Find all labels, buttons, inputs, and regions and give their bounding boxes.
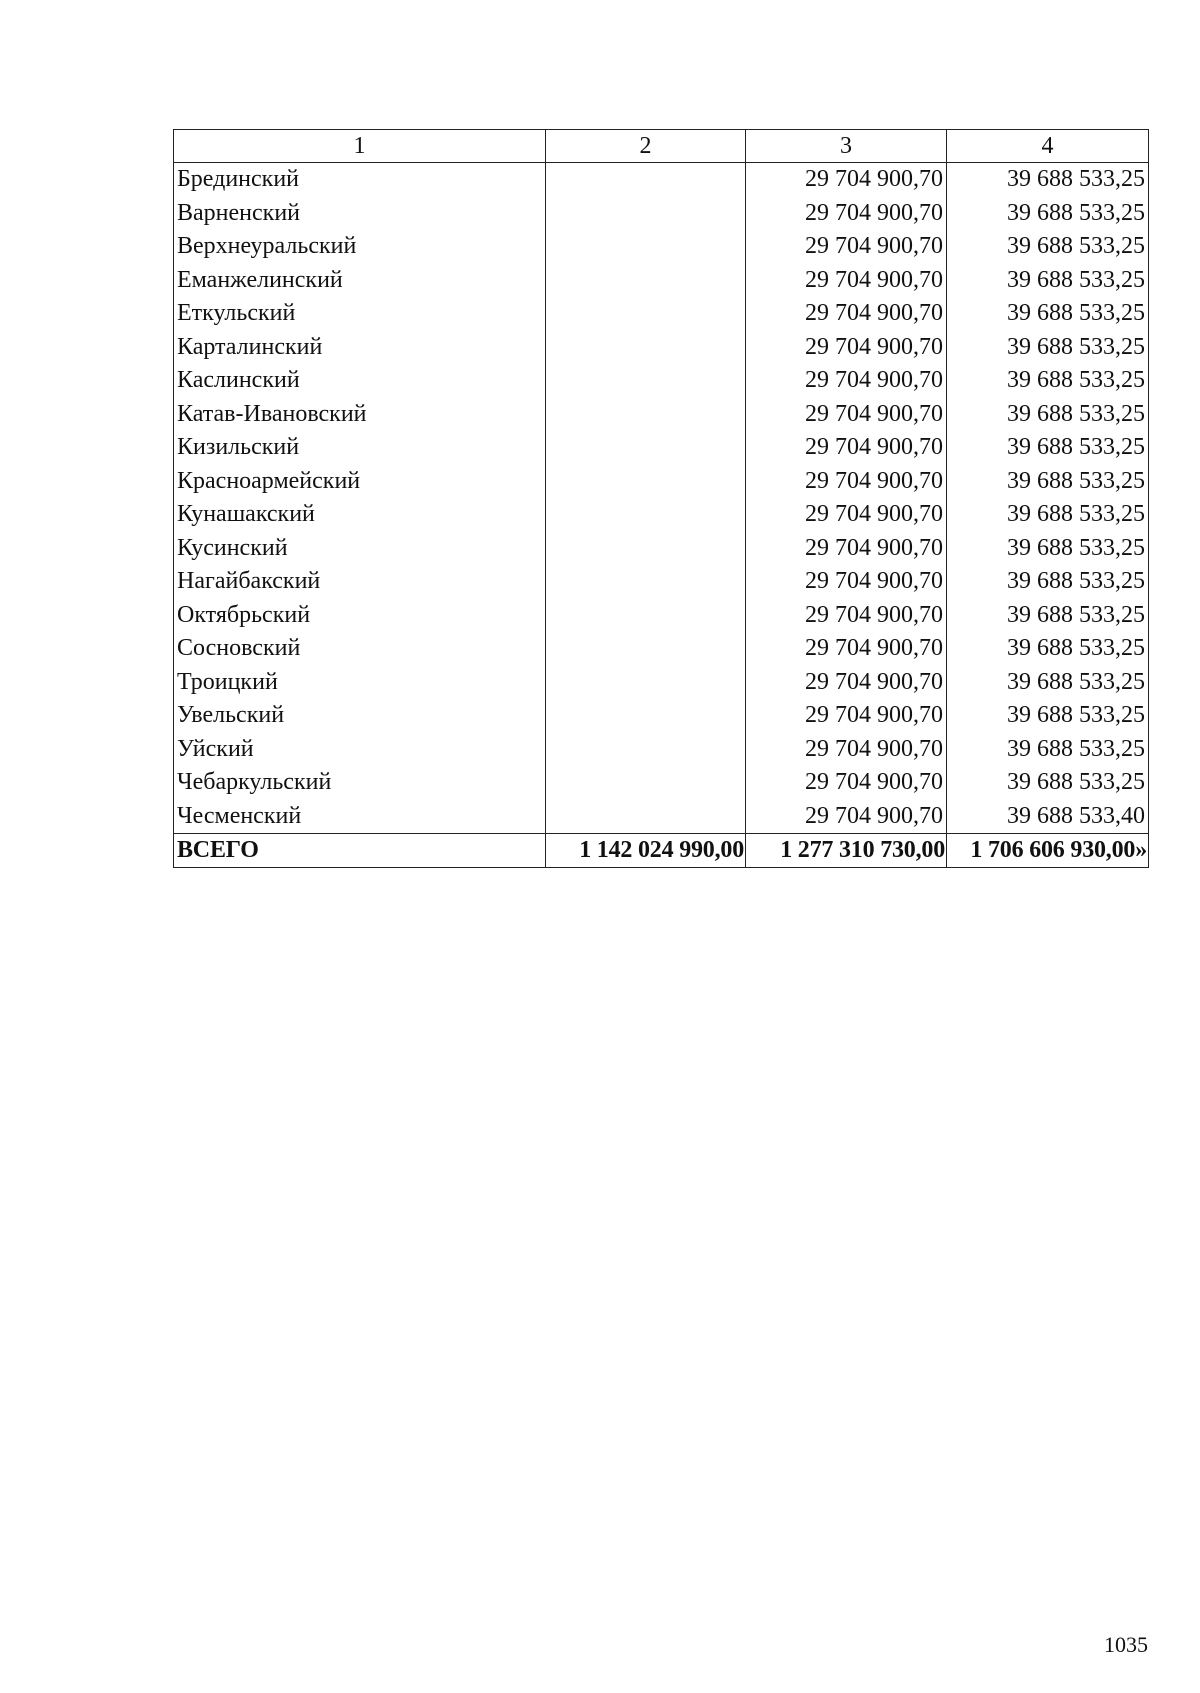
- total-row: [174, 834, 1149, 868]
- header-row: [174, 130, 1149, 163]
- row-col4-cell: 39 688 533,25: [947, 733, 1149, 767]
- row-col3-cell: 29 704 900,70: [746, 498, 947, 532]
- header-col-2: 2: [546, 130, 746, 163]
- row-name-cell: Чесменский: [174, 800, 546, 834]
- row-col4-cell: 39 688 533,25: [947, 297, 1149, 331]
- page-number: 1035: [1104, 1632, 1148, 1657]
- row-col4-cell: 39 688 533,25: [947, 666, 1149, 700]
- table-row: [174, 632, 1149, 666]
- row-col2-cell: [546, 733, 746, 767]
- row-col3-cell: 29 704 900,70: [746, 666, 947, 700]
- row-col3-cell: 29 704 900,70: [746, 331, 947, 365]
- row-col4-cell: 39 688 533,25: [947, 230, 1149, 264]
- table-row: [174, 431, 1149, 465]
- row-name-cell: Варненский: [174, 197, 546, 231]
- table-row: [174, 197, 1149, 231]
- header-col-3: 3: [746, 130, 947, 163]
- row-col2-cell: [546, 197, 746, 231]
- total-col3-cell: 1 277 310 730,00: [746, 834, 947, 868]
- row-name-cell: Красноармейский: [174, 465, 546, 499]
- row-col4-cell: 39 688 533,25: [947, 565, 1149, 599]
- row-col2-cell: [546, 800, 746, 834]
- table-row: [174, 398, 1149, 432]
- row-col3-cell: 29 704 900,70: [746, 431, 947, 465]
- row-col2-cell: [546, 163, 746, 197]
- table-body: [174, 163, 1149, 868]
- row-col3-cell: 29 704 900,70: [746, 163, 947, 197]
- row-col3-cell: 29 704 900,70: [746, 565, 947, 599]
- row-col3-cell: 29 704 900,70: [746, 264, 947, 298]
- row-col4-cell: 39 688 533,25: [947, 431, 1149, 465]
- row-col3-cell: 29 704 900,70: [746, 532, 947, 566]
- row-name-cell: Еманжелинский: [174, 264, 546, 298]
- row-col3-cell: 29 704 900,70: [746, 364, 947, 398]
- row-col3-cell: 29 704 900,70: [746, 230, 947, 264]
- table-row: [174, 331, 1149, 365]
- row-col3-cell: 29 704 900,70: [746, 465, 947, 499]
- row-col3-cell: 29 704 900,70: [746, 297, 947, 331]
- table-row: [174, 766, 1149, 800]
- row-col4-cell: 39 688 533,25: [947, 699, 1149, 733]
- row-name-cell: Кунашакский: [174, 498, 546, 532]
- row-col3-cell: 29 704 900,70: [746, 398, 947, 432]
- row-col2-cell: [546, 666, 746, 700]
- row-col4-cell: 39 688 533,25: [947, 264, 1149, 298]
- row-col4-cell: 39 688 533,25: [947, 364, 1149, 398]
- row-name-cell: Каслинский: [174, 364, 546, 398]
- table-row: [174, 532, 1149, 566]
- row-name-cell: Брединский: [174, 163, 546, 197]
- row-col4-cell: 39 688 533,40: [947, 800, 1149, 834]
- row-col2-cell: [546, 230, 746, 264]
- row-name-cell: Кусинский: [174, 532, 546, 566]
- row-name-cell: Сосновский: [174, 632, 546, 666]
- row-col4-cell: 39 688 533,25: [947, 197, 1149, 231]
- table-row: [174, 264, 1149, 298]
- table-row: [174, 364, 1149, 398]
- row-col3-cell: 29 704 900,70: [746, 699, 947, 733]
- row-col4-cell: 39 688 533,25: [947, 163, 1149, 197]
- row-col2-cell: [546, 532, 746, 566]
- row-col2-cell: [546, 766, 746, 800]
- row-col2-cell: [546, 565, 746, 599]
- row-col3-cell: 29 704 900,70: [746, 632, 947, 666]
- row-name-cell: Кизильский: [174, 431, 546, 465]
- table-row: [174, 699, 1149, 733]
- row-col3-cell: 29 704 900,70: [746, 800, 947, 834]
- row-col2-cell: [546, 264, 746, 298]
- row-col3-cell: 29 704 900,70: [746, 766, 947, 800]
- row-name-cell: Карталинский: [174, 331, 546, 365]
- row-col4-cell: 39 688 533,25: [947, 331, 1149, 365]
- row-col4-cell: 39 688 533,25: [947, 599, 1149, 633]
- row-col2-cell: [546, 331, 746, 365]
- table-row: [174, 230, 1149, 264]
- row-col3-cell: 29 704 900,70: [746, 197, 947, 231]
- header-col-4: 4: [947, 130, 1149, 163]
- row-col4-cell: 39 688 533,25: [947, 766, 1149, 800]
- row-col3-cell: 29 704 900,70: [746, 599, 947, 633]
- row-col2-cell: [546, 431, 746, 465]
- total-col4-cell: 1 706 606 930,00»: [947, 834, 1149, 868]
- table-row: [174, 800, 1149, 834]
- row-name-cell: Увельский: [174, 699, 546, 733]
- row-col2-cell: [546, 297, 746, 331]
- row-col2-cell: [546, 699, 746, 733]
- budget-table: [173, 129, 1149, 868]
- row-col2-cell: [546, 465, 746, 499]
- row-name-cell: Октябрьский: [174, 599, 546, 633]
- table-row: [174, 498, 1149, 532]
- row-col2-cell: [546, 398, 746, 432]
- row-name-cell: Еткульский: [174, 297, 546, 331]
- row-col2-cell: [546, 599, 746, 633]
- table-header: [174, 130, 1149, 163]
- row-name-cell: Нагайбакский: [174, 565, 546, 599]
- table-row: [174, 465, 1149, 499]
- row-col4-cell: 39 688 533,25: [947, 532, 1149, 566]
- row-col3-cell: 29 704 900,70: [746, 733, 947, 767]
- row-name-cell: Верхнеуральский: [174, 230, 546, 264]
- table-row: [174, 297, 1149, 331]
- row-name-cell: Уйский: [174, 733, 546, 767]
- table-row: [174, 163, 1149, 197]
- row-col2-cell: [546, 364, 746, 398]
- table-row: [174, 666, 1149, 700]
- total-label-cell: ВСЕГО: [174, 834, 546, 868]
- row-col4-cell: 39 688 533,25: [947, 632, 1149, 666]
- table-row: [174, 733, 1149, 767]
- row-name-cell: Катав-Ивановский: [174, 398, 546, 432]
- row-col4-cell: 39 688 533,25: [947, 498, 1149, 532]
- row-col2-cell: [546, 632, 746, 666]
- total-col2-cell: 1 142 024 990,00: [546, 834, 746, 868]
- row-name-cell: Троицкий: [174, 666, 546, 700]
- row-col2-cell: [546, 498, 746, 532]
- row-col4-cell: 39 688 533,25: [947, 398, 1149, 432]
- header-col-1: 1: [174, 130, 546, 163]
- table-row: [174, 565, 1149, 599]
- row-name-cell: Чебаркульский: [174, 766, 546, 800]
- table-row: [174, 599, 1149, 633]
- row-col4-cell: 39 688 533,25: [947, 465, 1149, 499]
